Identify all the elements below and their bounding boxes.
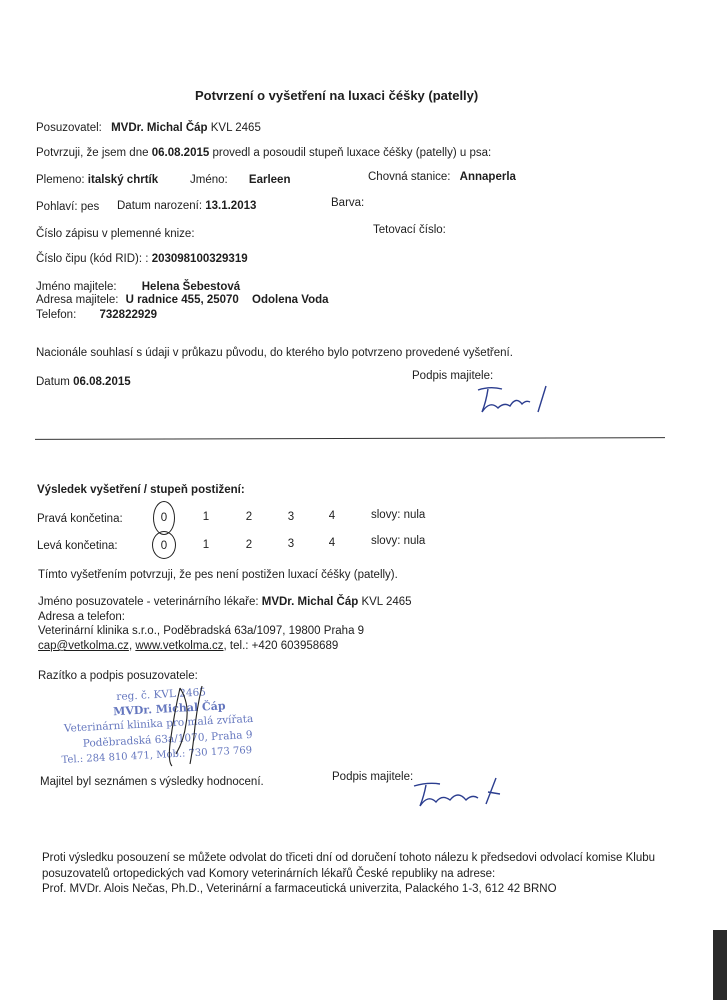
left-grade-1: 1 [202, 539, 210, 551]
kennel-field [368, 171, 516, 183]
owner-street: U radnice 455, 25070 [125, 294, 239, 306]
assessor-label: Posuzovatel: [36, 122, 102, 134]
left-grade-4: 4 [328, 537, 336, 549]
vet-name-field [38, 596, 412, 608]
vet-address-label: Adresa a telefon: [38, 611, 125, 623]
right-limb-words: slovy: nula [371, 509, 426, 521]
statement-text: Tímto vyšetřením potvrzuji, že pes není postižen luxací čéšky (patelly). [38, 569, 398, 581]
dog-name-label: Jméno: [190, 174, 228, 186]
owner-phone-label: Telefon: [36, 309, 77, 321]
tattoo-label: Tetovací číslo: [373, 224, 446, 236]
contact-separator: , [128, 640, 133, 652]
sex-field [36, 201, 99, 213]
owner-name-field [36, 281, 240, 293]
stamp-label: Razítko a podpis posuzovatele: [38, 670, 198, 682]
right-limb-label: Pravá končetina: [37, 513, 123, 525]
right-grade-2: 2 [245, 511, 253, 523]
stamp-line-5: Tel.: 284 810 471, Mob.: 730 173 769 [61, 745, 253, 766]
kennel-label: Chovná stanice: [368, 171, 451, 183]
owner-city: Odolena Voda [252, 294, 329, 306]
color-label: Barva: [331, 197, 365, 209]
date-field [36, 376, 131, 388]
vet-label: Jméno posuzovatele - veterinárního lékaře: [38, 596, 259, 608]
vet-contact [38, 640, 338, 652]
stamp-line-2: MVDr. Michal Čáp [112, 699, 226, 719]
owner-signature-label: Podpis majitele: [412, 370, 494, 382]
right-grade-circle [153, 501, 175, 535]
exam-date: 06.08.2015 [151, 147, 210, 159]
left-grade-3: 3 [287, 538, 295, 550]
left-grade-2: 2 [245, 539, 253, 551]
birth-label: Datum narození: [117, 200, 203, 212]
dog-name-value: Earleen [248, 174, 291, 186]
right-grade-0: 0 [160, 512, 168, 524]
studbook-label: Číslo zápisu v plemenné knize: [36, 228, 195, 240]
breed-field [36, 174, 158, 186]
kennel-value: Annaperla [459, 171, 516, 183]
assessor-row [36, 122, 261, 134]
owner-phone-field [36, 309, 157, 321]
left-limb-label: Levá končetina: [37, 540, 118, 552]
clinic-address: Veterinární klinika s.r.o., Poděbradská 63a/1097, 19800 Praha 9 [38, 625, 365, 637]
dog-name-field [190, 174, 290, 186]
document-title: Potvrzení o vyšetření na luxaci čéšky (patelly) [195, 88, 479, 103]
date-label: Datum [36, 376, 70, 388]
vet-name: MVDr. Michal Čáp [261, 596, 359, 608]
vet-code: KVL 2465 [361, 596, 412, 608]
stamp-line-4: Poděbradská 63a/1070, Praha 9 [82, 728, 253, 750]
result-heading: Výsledek vyšetření / stupeň postižení: [37, 484, 245, 496]
confirm-row [36, 147, 491, 159]
left-limb-words: slovy: nula [371, 535, 426, 547]
owner-address-label: Adresa majitele: [36, 294, 119, 306]
owner-address-field [36, 294, 329, 306]
owner-name: Helena Šebestová [141, 281, 241, 293]
breed-value: italský chrtík [87, 174, 159, 186]
owner-phone: 732822929 [99, 309, 158, 321]
email-link[interactable]: cap@vetkolma.cz [38, 640, 129, 652]
birth-value: 13.1.2013 [205, 200, 257, 212]
left-grade-circle [152, 531, 176, 559]
confirm-text-2: provedl a posoudil stupeň luxace čéšky (patelly) u psa: [212, 147, 492, 159]
right-grade-1: 1 [202, 511, 210, 523]
assessor-name: MVDr. Michal Čáp [111, 122, 208, 134]
assessor-code: KVL 2465 [210, 122, 261, 134]
appeal-line-3: Prof. MVDr. Alois Nečas, Ph.D., Veterinární a farmaceutická univerzita, Palackého 1-3, 612 42 BRNO [42, 883, 557, 895]
stamp-line-3: Veterinární klinika pro malá zvířata [63, 712, 254, 735]
vet-phone: , tel.: +420 603958689 [223, 640, 339, 652]
chip-field [36, 253, 248, 265]
chip-label: Číslo čipu (kód RID): : [36, 253, 149, 265]
sex-label: Pohlaví: [36, 201, 78, 213]
web-link[interactable]: www.vetkolma.cz [135, 640, 224, 652]
consent-text: Nacionále souhlasí s údaji v průkazu původu, do kterého bylo potvrzeno provedené vyšetření. [36, 347, 513, 359]
left-grade-0: 0 [160, 540, 168, 552]
owner-name-label: Jméno majitele: [36, 281, 117, 293]
appeal-line-1: Proti výsledku posouzení se můžete odvolat do třiceti dní od doručení tohoto nálezu k předsedovi odvolací komise Klubu [42, 852, 656, 864]
right-grade-4: 4 [328, 510, 336, 522]
sex-value: pes [80, 201, 100, 213]
chip-value: 203098100329319 [151, 253, 248, 265]
confirm-text: Potvrzuji, že jsem dne [36, 147, 149, 159]
owner-signature-2 [410, 776, 510, 812]
birth-field [117, 200, 256, 212]
scan-edge-shadow [713, 930, 727, 1000]
breed-label: Plemeno: [36, 174, 85, 186]
vet-signature [150, 684, 230, 768]
appeal-line-2: posuzovatelů ortopedických vad Komory veterinárních lékařů České republiky na adrese: [42, 868, 496, 880]
owner-signature-1 [470, 382, 560, 418]
section-divider [35, 437, 665, 440]
informed-signature-label: Podpis majitele: [332, 771, 414, 783]
date-value: 06.08.2015 [73, 376, 131, 388]
right-grade-3: 3 [287, 511, 295, 523]
informed-text: Majitel byl seznámen s výsledky hodnocení. [40, 776, 264, 788]
stamp-line-1: reg. č. KVL 2465 [116, 686, 207, 704]
